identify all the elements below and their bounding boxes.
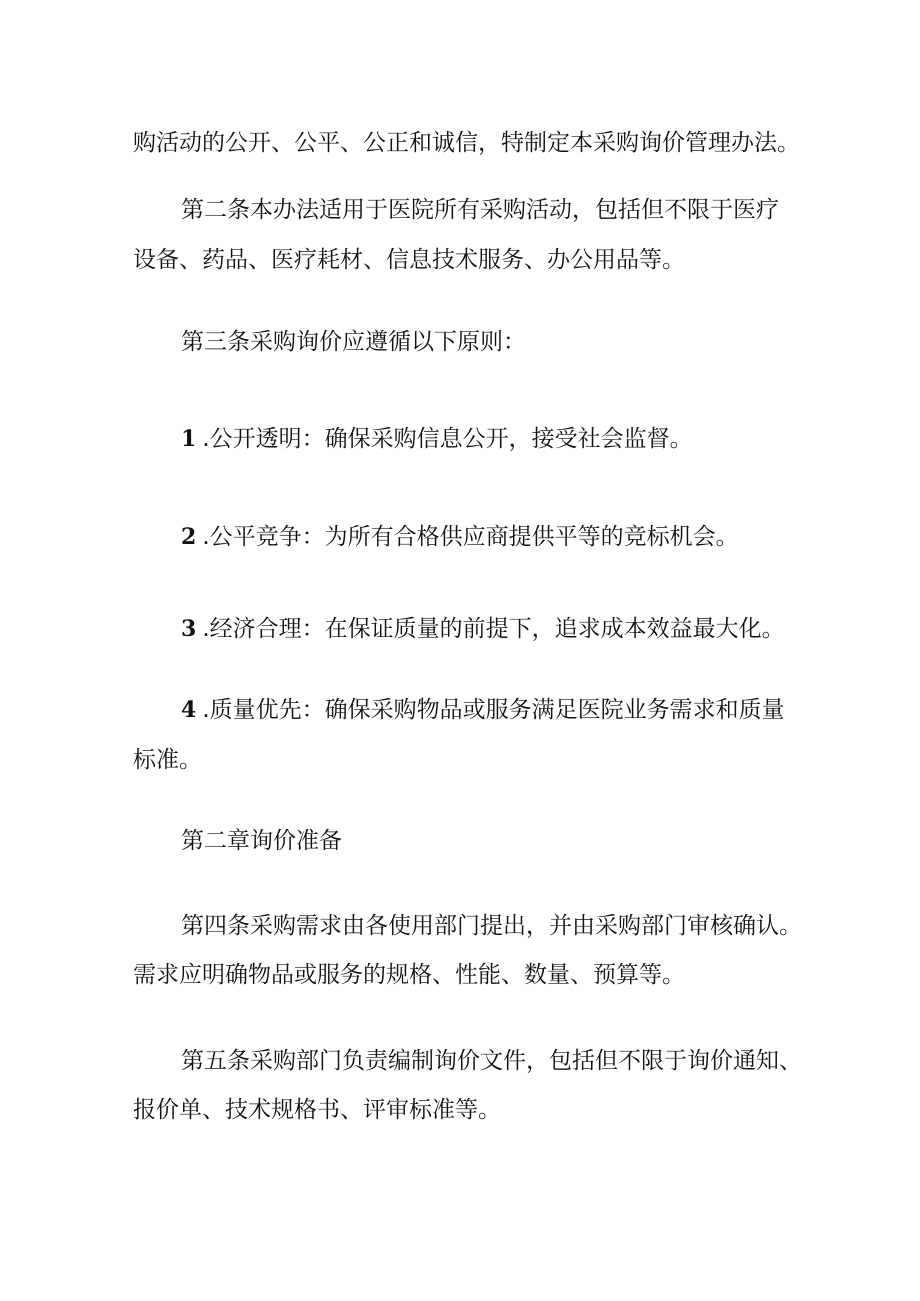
article-2-line-2: 设备、药品、医疗耗材、信息技术服务、办公用品等。	[133, 247, 685, 273]
principle-number: 4	[181, 697, 197, 723]
principle-number: 3	[181, 616, 197, 642]
article-2-line-1: 第二条本办法适用于医院所有采购活动，包括但不限于医疗	[181, 197, 779, 223]
principle-text: .公开透明：确保采购信息公开，接受社会监督。	[202, 426, 693, 452]
principle-number: 1	[181, 426, 197, 452]
principle-item-1	[181, 422, 861, 456]
chapter-2-heading: 第二章询价准备	[181, 828, 342, 854]
principle-number: 2	[181, 524, 197, 550]
principle-item-4	[181, 693, 861, 727]
article-5-line-2: 报价单、技术规格书、评审标准等。	[133, 1097, 501, 1123]
article-4-line-1: 第四条采购需求由各使用部门提出，并由采购部门审核确认。	[181, 913, 802, 939]
principle-text: .公平竞争：为所有合格供应商提供平等的竞标机会。	[202, 524, 739, 550]
intro-tail-paragraph: 购活动的公开、公平、公正和诚信，特制定本采购询价管理办法。	[133, 130, 800, 156]
principle-item-2	[181, 520, 861, 554]
principle-text: .质量优先：确保采购物品或服务满足医院业务需求和质量	[202, 697, 785, 723]
principle-item-3	[181, 612, 861, 646]
article-5-line-1: 第五条采购部门负责编制询价文件，包括但不限于询价通知、	[181, 1048, 802, 1074]
article-4-line-2: 需求应明确物品或服务的规格、性能、数量、预算等。	[133, 962, 685, 988]
principle-text: .经济合理：在保证质量的前提下，追求成本效益最大化。	[202, 616, 785, 642]
principle-item-4-continuation: 标准。	[133, 747, 202, 773]
article-3-heading: 第三条采购询价应遵循以下原则：	[181, 329, 526, 355]
